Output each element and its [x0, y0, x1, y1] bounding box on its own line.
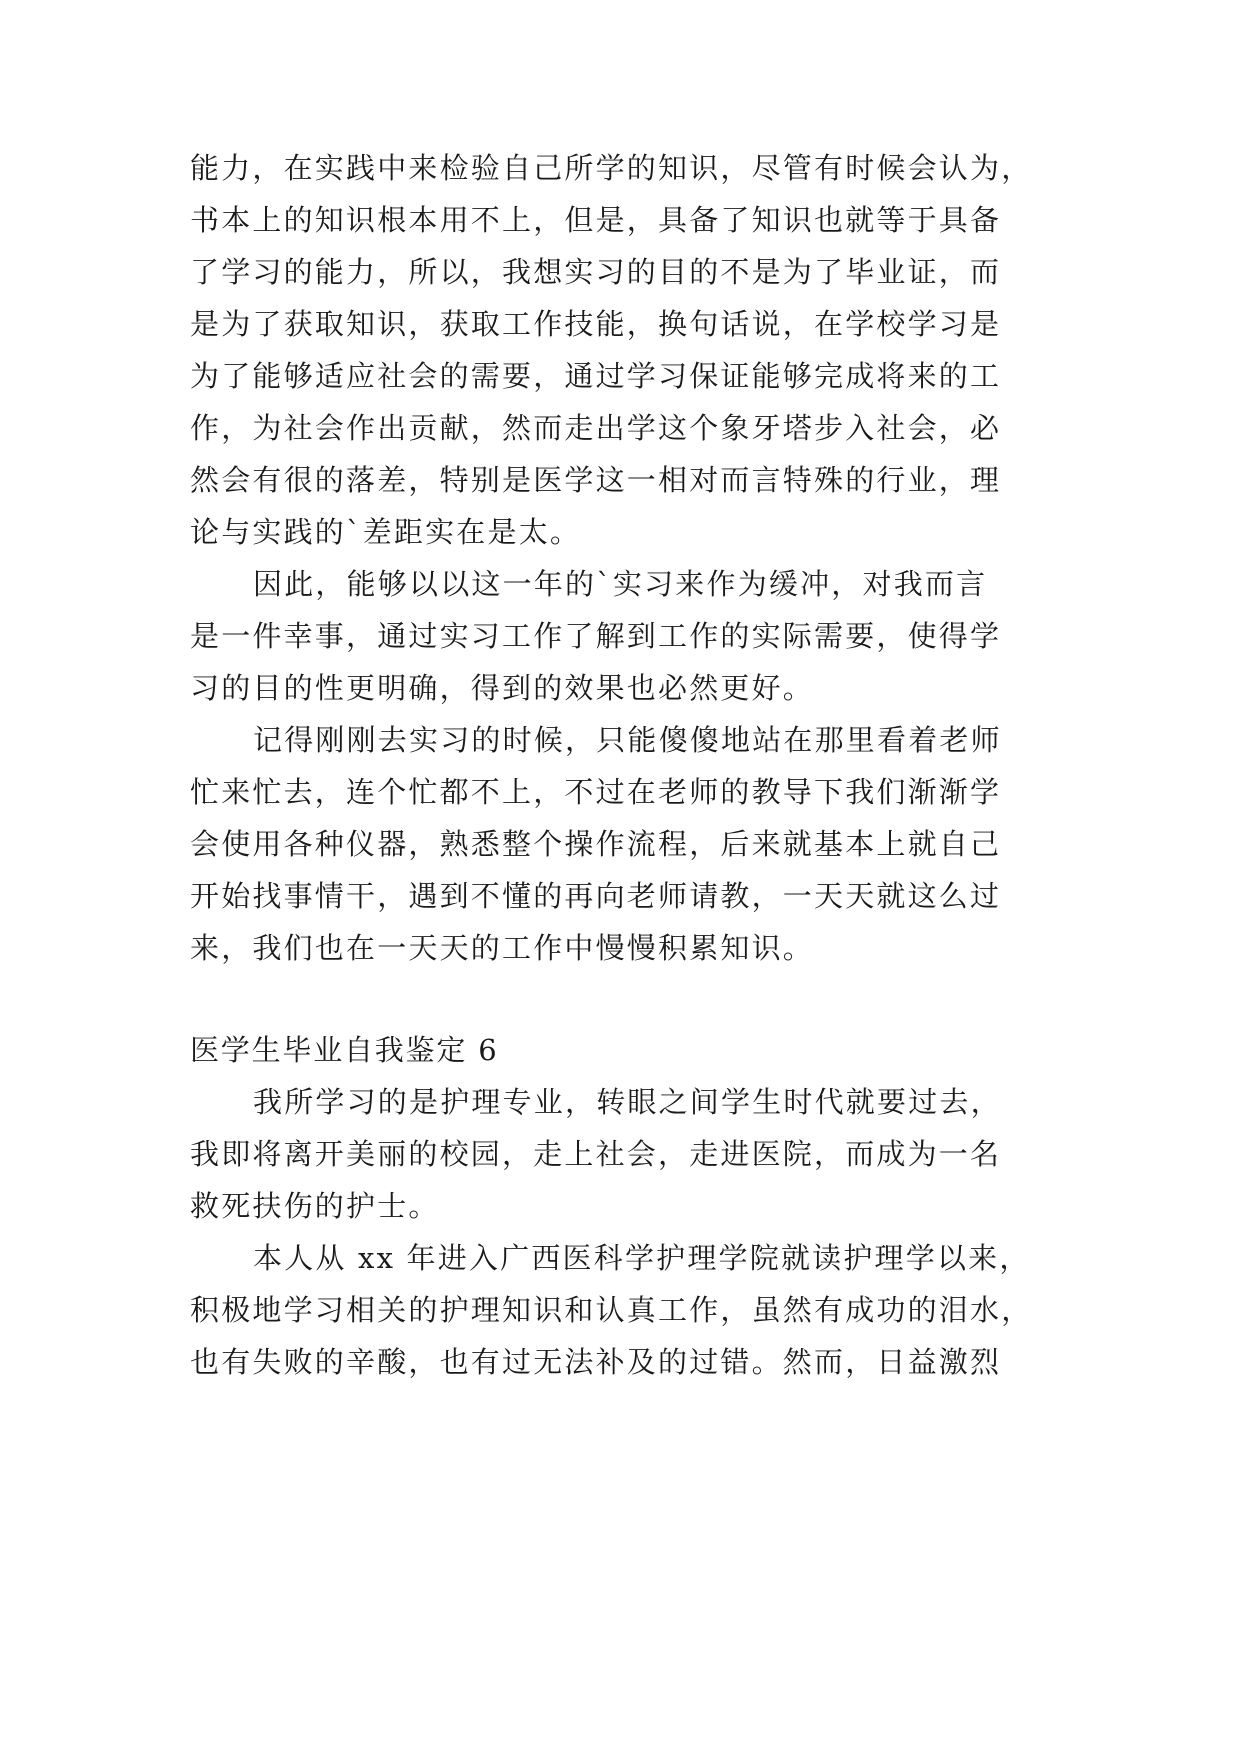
section-paragraph-1-line-2: 我即将离开美丽的校园，走上社会，走进医院，而成为一名 [190, 1137, 1002, 1171]
paragraph-3-line-2: 忙来忙去，连个忙都不上，不过在老师的教导下我们渐渐学 [190, 775, 1002, 809]
paragraph-3-line-3: 会使用各种仪器，熟悉整个操作流程，后来就基本上就自己 [190, 827, 1002, 861]
section-paragraph-2-line-1: 本人从 xx 年进入广西医科学护理学院就读护理学以来， [253, 1241, 1031, 1275]
paragraph-2-line-2: 是一件幸事，通过实习工作了解到工作的实际需要，使得学 [190, 619, 1002, 653]
paragraph-1-line-7: 然会有很的落差，特别是医学这一相对而言特殊的行业，理 [190, 463, 1002, 497]
paragraph-1-line-3: 了学习的能力，所以，我想实习的目的不是为了毕业证，而 [190, 255, 1002, 289]
paragraph-3-line-5: 来，我们也在一天天的工作中慢慢积累知识。 [190, 931, 815, 965]
paragraph-3-line-4: 开始找事情干，遇到不懂的再向老师请教，一天天就这么过 [190, 879, 1002, 913]
section-paragraph-1-line-3: 救死扶伤的护士。 [190, 1189, 440, 1223]
paragraph-1-line-5: 为了能够适应社会的需要，通过学习保证能够完成将来的工 [190, 359, 1002, 393]
paragraph-3-line-1: 记得刚刚去实习的时候，只能傻傻地站在那里看着老师 [253, 723, 1002, 757]
section-paragraph-2-line-3: 也有失败的辛酸，也有过无法补及的过错。然而，日益激烈 [190, 1345, 1002, 1379]
paragraph-1-line-2: 书本上的知识根本用不上，但是，具备了知识也就等于具备 [190, 203, 1002, 237]
paragraph-2-line-1: 因此，能够以以这一年的`实习来作为缓冲，对我而言 [253, 567, 988, 601]
paragraph-1-line-4: 是为了获取知识，获取工作技能，换句话说，在学校学习是 [190, 307, 1002, 341]
paragraph-1-line-8: 论与实践的`差距实在是太。 [190, 515, 582, 549]
paragraph-2-line-3: 习的目的性更明确，得到的效果也必然更好。 [190, 671, 815, 705]
section-paragraph-1-line-1: 我所学习的是护理专业，转眼之间学生时代就要过去， [253, 1085, 1002, 1119]
section-title: 医学生毕业自我鉴定 6 [190, 1033, 499, 1067]
paragraph-1-line-1: 能力，在实践中来检验自己所学的知识，尽管有时候会认为， [190, 151, 1033, 185]
paragraph-1-line-6: 作，为社会作出贡献，然而走出学这个象牙塔步入社会，必 [190, 411, 1002, 445]
section-paragraph-2-line-2: 积极地学习相关的护理知识和认真工作，虽然有成功的泪水， [190, 1293, 1033, 1327]
